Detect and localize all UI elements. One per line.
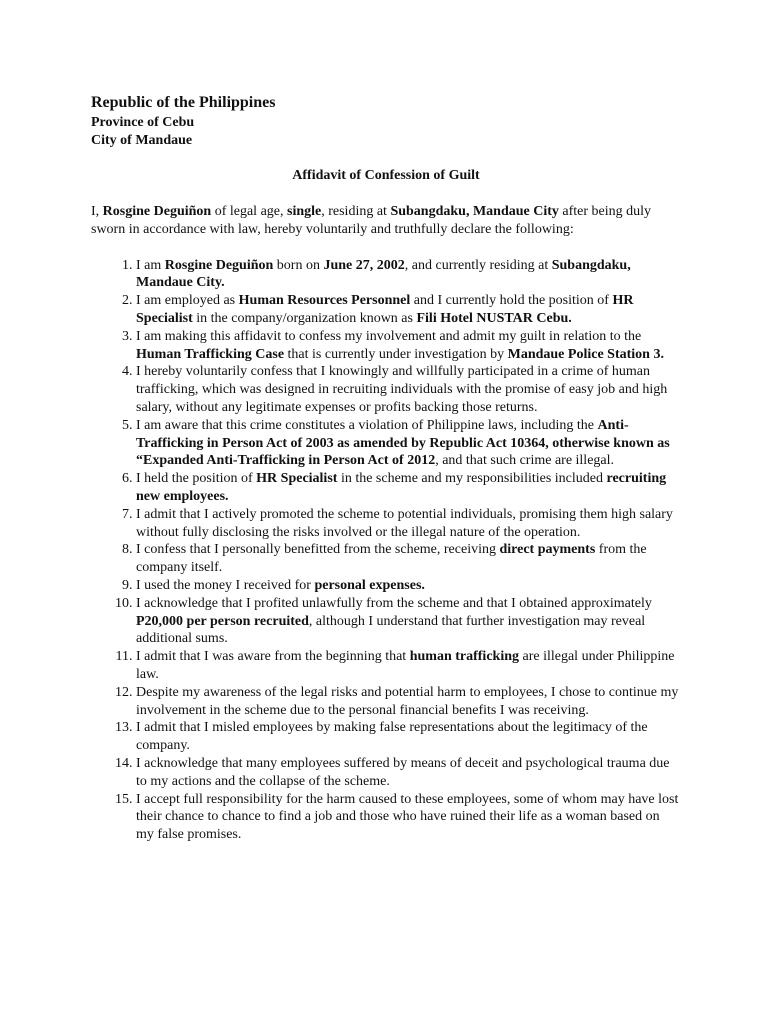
document-title: Affidavit of Confession of Guilt <box>292 168 480 183</box>
text-run: , residing at <box>321 204 391 219</box>
declaration-list <box>91 257 681 844</box>
list-item <box>136 506 681 542</box>
bold-text: Mandaue Police Station 3. <box>507 346 664 362</box>
text-run: I am <box>136 257 165 273</box>
list-item <box>136 292 681 328</box>
list-item <box>136 755 681 791</box>
text-run: I acknowledge that many employees suffered by means of deceit and psychological trauma due to my actions and the collapse of the scheme. <box>136 755 670 789</box>
text-run: I am employed as <box>136 293 239 309</box>
bold-text: personal expenses. <box>314 577 425 593</box>
list-item <box>136 595 681 648</box>
text-run: born on <box>273 257 324 273</box>
text-run: , and currently residing at <box>404 257 552 273</box>
bold-text: Anti-Trafficking in Person Act of 2003 as amended by Republic Act 10364, otherwise known as “Expanded Anti-Trafficking in Person Act of 2012 <box>136 417 670 469</box>
text-run: I held the position of <box>136 471 257 487</box>
text-run: Despite my awareness of the legal risks and potential harm to employees, I chose to continue my involvement in the scheme due to the personal financial benefits I was receiving. <box>136 684 679 718</box>
list-item <box>136 577 681 595</box>
bold-text: Human Trafficking Case <box>136 346 285 362</box>
list-item <box>136 719 681 755</box>
text-run: after being duly sworn in accordance with law, hereby voluntarily and truthfully declare the following: <box>91 204 652 237</box>
text-run: and I currently hold the position of <box>410 293 613 309</box>
intro-paragraph <box>91 203 681 239</box>
text-run: in the company/organization known as <box>192 310 417 326</box>
list-item <box>136 417 681 470</box>
bold-text: Subangdaku, Mandaue City <box>390 204 559 219</box>
bold-text: direct payments <box>499 542 596 558</box>
bold-text: Human Resources Personnel <box>238 293 411 309</box>
text-run: I admit that I actively promoted the scheme to potential individuals, promising them high salary without fully disclosing the risks involved or the illegal nature of the operation. <box>136 506 673 540</box>
text-run: from the company itself. <box>136 542 647 576</box>
bold-text: P20,000 per person recruited <box>136 613 309 629</box>
text-run: , although I understand that further investigation may reveal additional sums. <box>136 613 646 647</box>
bold-text: Subangdaku, Mandaue City. <box>136 257 631 291</box>
text-run: I confess that I personally benefitted from the scheme, receiving <box>136 542 500 558</box>
list-item <box>136 684 681 720</box>
list-item <box>136 648 681 684</box>
bold-text: HR Specialist <box>256 471 338 487</box>
text-run: , and that such crime are illegal. <box>435 453 615 469</box>
text-run: I am making this affidavit to confess my involvement and admit my guilt in relation to the <box>136 328 642 344</box>
header-province: Province of Cebu <box>91 115 195 130</box>
bold-text: human trafficking <box>409 649 519 665</box>
text-run: I am aware that this crime constitutes a violation of Philippine laws, including the <box>136 417 598 433</box>
bold-text: Fili Hotel NUSTAR Cebu. <box>416 310 572 326</box>
list-item <box>136 791 681 844</box>
text-run: I used the money I received for <box>136 577 315 593</box>
text-run: I, <box>91 204 103 219</box>
list-item <box>136 541 681 577</box>
header-city: City of Mandaue <box>91 133 193 148</box>
list-item <box>136 257 681 293</box>
text-run: I hereby voluntarily confess that I knowingly and willfully participated in a crime of human trafficking, which was designed in recruiting individuals with the promise of easy job and high salary, without any legitimate expenses or profits backing those returns. <box>136 364 668 415</box>
bold-text: recruiting new employees. <box>136 471 667 504</box>
list-item <box>136 328 681 364</box>
header-country: Republic of the Philippines <box>91 94 276 111</box>
text-run: I accept full responsibility for the harm caused to these employees, some of whom may have lost their chance to chance to find a job and those who have ruined their life as a woman based on my false promises. <box>136 791 679 843</box>
text-run: I acknowledge that I profited unlawfully from the scheme and that I obtained approximately <box>136 595 652 611</box>
list-item <box>136 470 681 506</box>
list-item <box>136 363 681 416</box>
affidavit-page <box>91 92 681 844</box>
bold-text: June 27, 2002 <box>323 257 405 273</box>
text-run: I admit that I misled employees by making false representations about the legitimacy of the company. <box>136 720 648 754</box>
bold-text: HR Specialist <box>136 293 634 326</box>
text-run: in the scheme and my responsibilities included <box>337 471 607 487</box>
bold-text: single <box>287 204 322 219</box>
bold-text: Rosgine Deguiñon <box>102 204 212 219</box>
text-run: are illegal under Philippine law. <box>136 649 675 682</box>
text-run: I admit that I was aware from the beginning that <box>136 649 410 665</box>
text-run: that is currently under investigation by <box>284 346 508 362</box>
bold-text: Rosgine Deguiñon <box>164 257 274 273</box>
text-run: of legal age, <box>211 204 287 219</box>
